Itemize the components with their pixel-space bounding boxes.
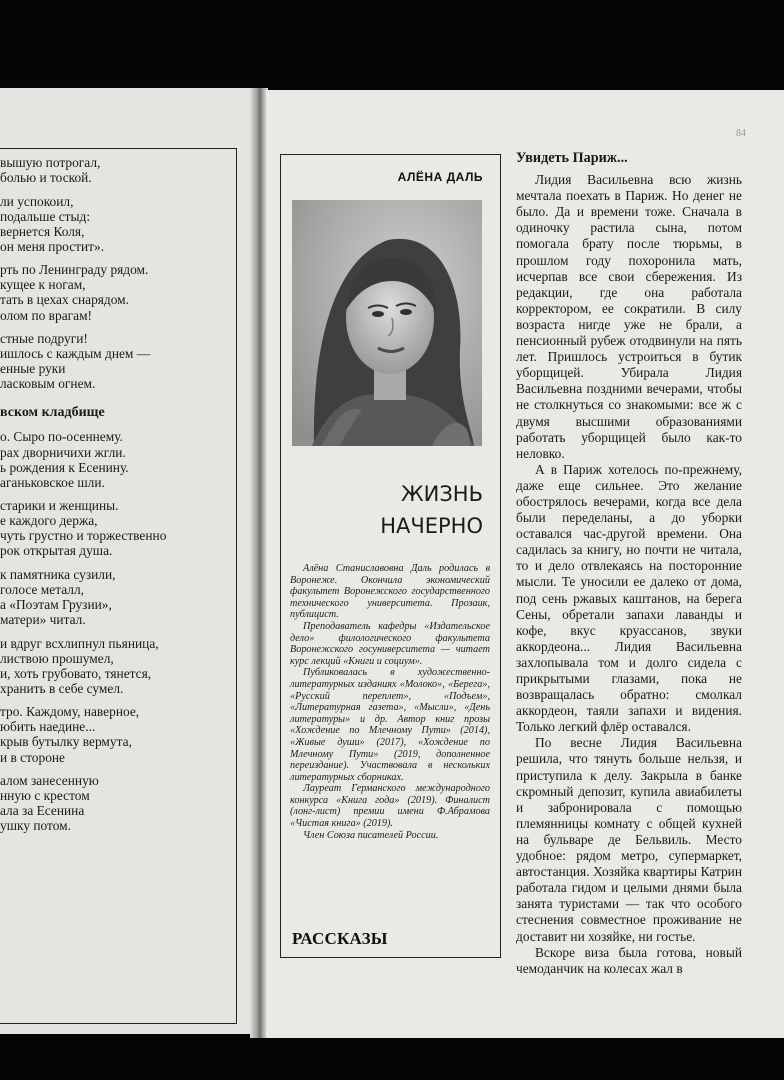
story-paragraph: А в Париж хотелось по-прежнему, даже еще сильнее. Это желание обострялось вечерами, когда все дела были переделаны, а до уборки оставался час-другой времени. Она садилась за книгу, но почти не читала, то и дело отвлекаясь на посторонние мысли. Те уносили ее далеко от дома, под сень ржавых каштанов, на берега Сены, обретали запахи лаванды и кофе, вкус круассанов, звуки аккордеона... Лидия Васильевна захлопывала том и долго сидела с прикрытыми глазами, пока не возвращалась обратно: смолкал аккордеон, таяли запахи и видения. Только легкий флёр оставался. [516, 461, 742, 735]
poem-line: ь рождения к Есенину. [0, 459, 129, 475]
poem-line: аганьковское шли. [0, 474, 105, 490]
poem-line: тро. Каждому, наверное, [0, 704, 140, 720]
poem-line: ишлось с каждым днем — [0, 346, 151, 361]
poem-line: и в стороне [0, 749, 65, 765]
page-number: 84 [736, 128, 746, 139]
poem-line: а «Поэтам Грузии», [0, 597, 112, 613]
poem-heading: вском кладбище [0, 405, 105, 421]
poem-line: он меня простит». [0, 238, 105, 254]
bio-paragraph: Преподаватель кафедры «Издательское дело» филологического факультета Воронежского госуниверситета — читает курс лекций «Книги и социум». [290, 620, 490, 667]
poem-line: алом занесенную [0, 772, 99, 788]
poem-line: нную с крестом [0, 788, 90, 804]
poem-line: вышую потрогал, [0, 155, 101, 170]
poem-line: рах дворничихи жгли. [0, 444, 126, 460]
poem-line: матери» читал. [0, 612, 86, 628]
poem-line: о. Сыро по-осеннему. [0, 429, 123, 445]
bio-paragraph: Алёна Станиславовна Даль родилась в Воронеже. Окончила экономический факультет Воронежского государственного технического университета. Прозаик, публицист. [290, 563, 490, 621]
poem-line: ала за Есенина [0, 803, 85, 819]
story-paragraph: По весне Лидия Васильевна решила, что тянуть больше нельзя, и приступила к делу. Закрыла в банке скромный депозит, купила авиабилеты и забронировала с помощью племянницы комнату с общей кухней на бульваре де Бельвиль. Место удобное: рядом метро, супермаркет, автостанция. Хозяйка квартиры Катрин работала гидом и целыми днями была занята туристами — так что особого стеснения совместное проживание не доставит ни хозяйке, ни гостье. [516, 735, 742, 944]
story-body [516, 172, 742, 977]
author-bio [290, 563, 490, 841]
story-title: Увидеть Париж... [516, 150, 628, 166]
bio-paragraph: Лауреат Германского международного конкурса «Книга года» (2019). Финалист (лонг-лист) премии имени Ф.Абрамова «Чистая книга» (2019). [290, 783, 490, 830]
story-column [516, 150, 742, 977]
poem-line: юбить наедине... [0, 719, 96, 735]
section-label: РАССКАЗЫ [292, 929, 388, 948]
poem-line: подальше стыд: [0, 208, 91, 224]
poem-line: кущее к ногам, [0, 277, 86, 293]
poem-line: вернется Коля, [0, 223, 85, 239]
bio-paragraph: Публиковалась в художественно-литературных изданиях «Молоко», «Берега», «Русский переплет», «Подъем», «Литературная газета», «Мысли», «День литературы» и др. Автор книг прозы «Хождение по Млечному Пути» (2014), «Живые души» (2017), «Хождение по Млечному Пути» (2019, дополненное переиздание). Участвовала в нескольких литературных сборниках. [290, 667, 490, 783]
story-paragraph: Лидия Васильевна всю жизнь мечтала поехать в Париж. Но денег не было. Да и времени тоже. Сначала в одиночку растила сына, потом помогала брату после тюрьмы, в прошлом году похоронила мать, исчерпав все свои сбережения. Из редакции, где она работала корректором, ее сократили. В силу возраста нигде уже не брали, а пенсионный рубеж отодвинули на пять лет. Пришлось устроиться в бутик уборщицей. Убирала Лидия Васильевна поздними вечерами, чтобы не столкнуться со знакомыми: все ж с двумя высшими образованиями работать уборщицей было как-то неловко. [516, 172, 742, 461]
poem-line: хранить в себе сумел. [0, 680, 124, 696]
bio-paragraph: Член Союза писателей России. [303, 829, 439, 841]
poem-line: рок открытая душа. [0, 543, 113, 559]
author-photo [292, 200, 482, 446]
poem-line: листвою прошумел, [0, 650, 114, 666]
story-collection-title-line2: НАЧЕРНО [380, 514, 483, 538]
poem-line: и, хоть грубовато, тянется, [0, 665, 152, 681]
poem-line: голосе металл, [0, 581, 84, 597]
right-page [266, 90, 784, 1038]
poem-line: ли успокоил, [0, 193, 74, 209]
story-collection-title-line1: ЖИЗНЬ [401, 482, 483, 506]
poem-line: крыв бутылку вермута, [0, 734, 132, 750]
poem-line: болью и тоской. [0, 170, 92, 186]
poem-line: чуть грустно и торжественно [0, 528, 167, 544]
poem-line: ушку потом. [0, 818, 71, 834]
left-page [0, 88, 252, 1034]
story-paragraph: Вскоре виза была готова, новый чемоданчик на колесах жал в [516, 944, 742, 976]
poem-line: тать в цехах снарядом. [0, 292, 130, 308]
poem-line: олом по врагам! [0, 307, 93, 323]
poem-line: стные подруги! [0, 330, 88, 346]
poem-line: старики и женщины. [0, 498, 119, 514]
poem-line: рть по Ленинграду рядом. [0, 262, 149, 278]
poem-line: е каждого держа, [0, 513, 98, 529]
author-name: АЛЁНА ДАЛЬ [397, 170, 483, 184]
poem-line: ласковым огнем. [0, 376, 96, 392]
poem-line: и вдруг всхлипнул пьяница, [0, 635, 159, 651]
poem-line: енные руки [0, 361, 66, 377]
portrait-illustration [292, 200, 482, 446]
poem-line: к памятника сузили, [0, 566, 116, 582]
